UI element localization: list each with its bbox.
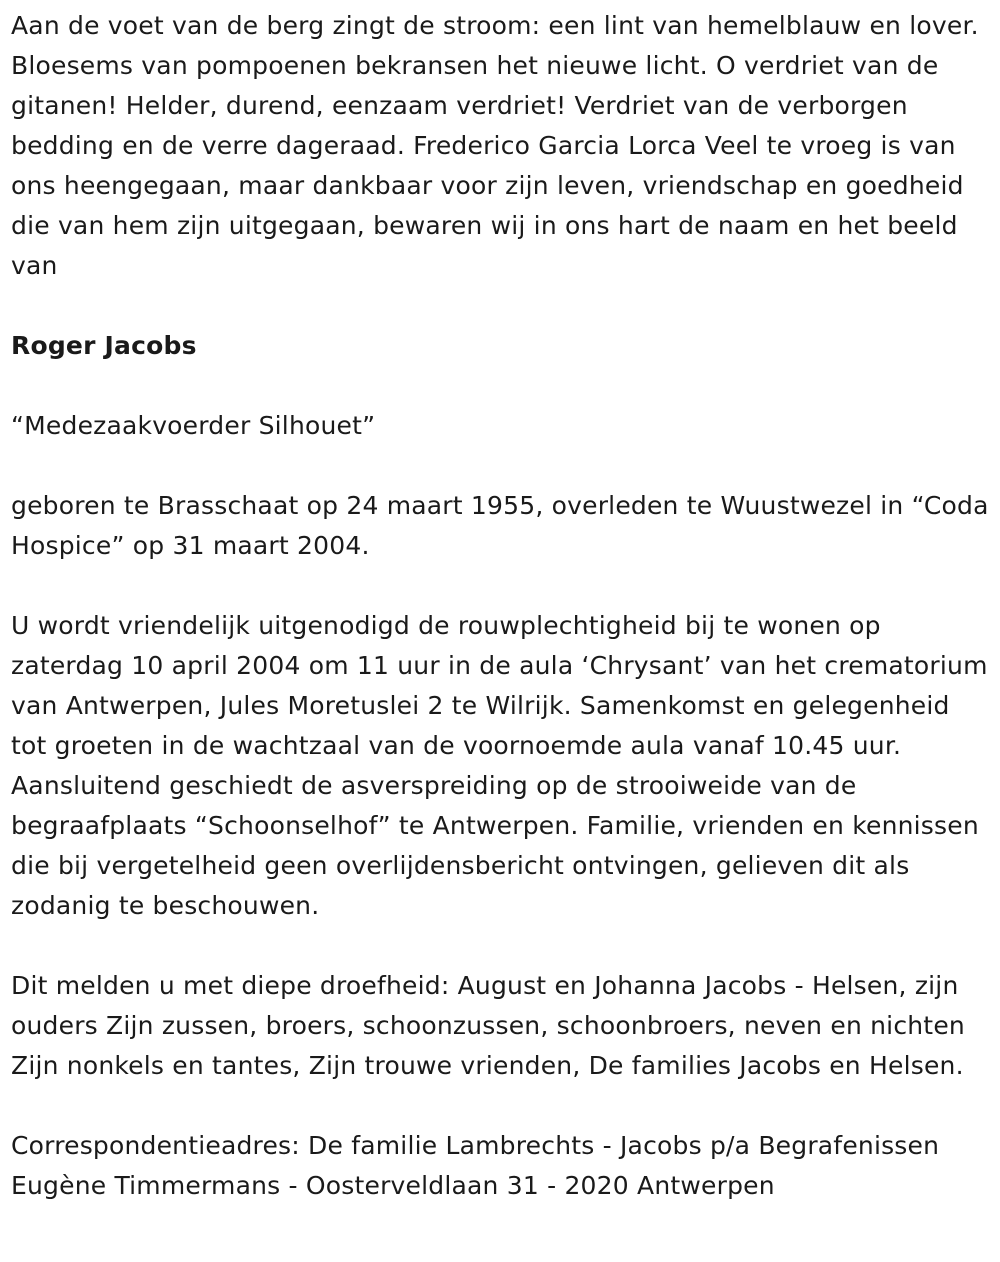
birth-death-paragraph: geboren te Brasschaat op 24 maart 1955, overleden te Wuustwezel in “Coda Hospice” op 31 maart 2004. [11,491,989,560]
deceased-name: Roger Jacobs [11,331,197,360]
role-line: “Medezaakvoerder Silhouet” [11,411,376,440]
correspondence-paragraph: Correspondentieadres: De familie Lambrechts - Jacobs p/a Begrafenissen Eugène Timmermans - Oosterveldlaan 31 - 2020 Antwerpen [11,1131,940,1200]
family-paragraph: Dit melden u met diepe droefheid: August en Johanna Jacobs - Helsen, zijn ouders Zijn zussen, broers, schoonzussen, schoonbroers, neven en nichten Zijn nonkels en tantes, Zijn trouwe vrienden, De families Jacobs en Helsen. [11,971,965,1080]
poem-paragraph: Aan de voet van de berg zingt de stroom: een lint van hemelblauw en lover. Bloesems van pompoenen bekransen het nieuwe licht. O verdriet van de gitanen! Helder, durend, eenzaam verdriet! Verdriet van de verborgen bedding en de verre dageraad. Frederico Garcia Lorca Veel te vroeg is van ons heengegaan, maar dankbaar voor zijn leven, vriendschap en goedheid die van hem zijn uitgegaan, bewaren wij in ons hart de naam en het beeld van [11,11,979,280]
invitation-paragraph: U wordt vriendelijk uitgenodigd de rouwplechtigheid bij te wonen op zaterdag 10 april 2004 om 11 uur in de aula ‘Chrysant’ van het crematorium van Antwerpen, Jules Moretuslei 2 te Wilrijk. Samenkomst en gelegenheid tot groeten in de wachtzaal van de voornoemde aula vanaf 10.45 uur. Aansluitend geschiedt de asverspreiding op de strooiweide van de begraafplaats “Schoonselhof” te Antwerpen. Familie, vrienden en kennissen die bij vergetelheid geen overlijdensbericht ontvingen, gelieven dit als zodanig te beschouwen. [11,611,988,920]
